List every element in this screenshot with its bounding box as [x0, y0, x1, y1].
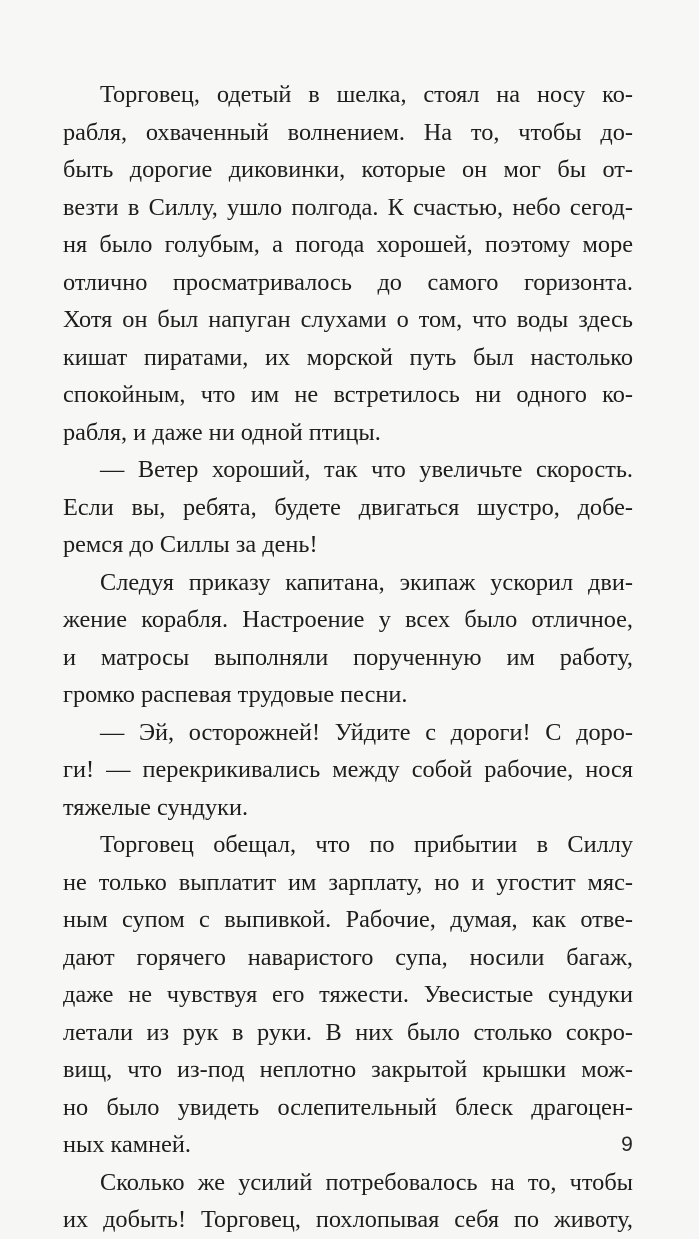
text-line: ремся до Силлы за день! [63, 531, 318, 558]
text-line: везти в Силлу, ушло полгода. К счастью, небо сегод- [63, 193, 633, 221]
text-line: не только выплатит им зарплату, но и угостит мяс- [63, 868, 633, 896]
text-line: — Эй, осторожней! Уйдите с дороги! С доро- [100, 718, 633, 746]
text-line: громко распевая трудовые песни. [63, 681, 408, 708]
text-line: спокойным, что им не встретилось ни одного ко- [63, 381, 633, 408]
text-line: Торговец обещал, что по прибытии в Силлу [100, 831, 633, 858]
text-line: дают горячего наваристого супа, носили багаж, [63, 943, 633, 971]
text-line: их добыть! Торговец, похлопывая себя по животу, [63, 1206, 633, 1233]
text-line: даже не чувствуя его тяжести. Увесистые сундуки [63, 981, 633, 1008]
text-line: Сколько же усилий потребовалось на то, чтобы [100, 1168, 633, 1196]
text-line: ня было голубым, а погода хорошей, поэтому море [63, 231, 633, 258]
text-line: — Ветер хороший, так что увеличьте скорость. [100, 456, 633, 483]
text-line: рабля, и даже ни одной птицы. [63, 418, 381, 446]
body-text [63, 76, 633, 1239]
text-line: кишат пиратами, их морской путь был настолько [63, 343, 633, 371]
text-line: ги! — перекрикивались между собой рабочие, нося [63, 756, 633, 783]
page-number: 9 [621, 1133, 633, 1156]
text-line: но было увидеть ослепительный блеск драгоцен- [63, 1093, 633, 1121]
text-line: ных камней. [63, 1131, 192, 1158]
text-line: тяжелые сундуки. [63, 793, 249, 821]
text-line: быть дорогие диковинки, которые он мог бы от- [63, 156, 633, 183]
text-line: Торговец, одетый в шелка, стоял на носу ко- [100, 81, 633, 108]
text-line: и матросы выполняли порученную им работу, [63, 643, 633, 671]
text-line: Хотя он был напуган слухами о том, что воды здесь [63, 306, 633, 333]
text-line: ным супом с выпивкой. Рабочие, думая, как отве- [63, 906, 633, 933]
text-line: Следуя приказу капитана, экипаж ускорил дви- [100, 568, 633, 596]
text-line: вищ, что из-под неплотно закрытой крышки мож- [63, 1056, 633, 1083]
text-line: летали из рук в руки. В них было столько сокро- [63, 1018, 633, 1046]
text-line: жение корабля. Настроение у всех было отличное, [63, 606, 633, 633]
text-line: рабля, охваченный волнением. На то, чтобы до- [63, 118, 633, 146]
text-line: отлично просматривалось до самого горизонта. [63, 268, 633, 296]
text-line: Если вы, ребята, будете двигаться шустро, добе- [63, 493, 633, 521]
